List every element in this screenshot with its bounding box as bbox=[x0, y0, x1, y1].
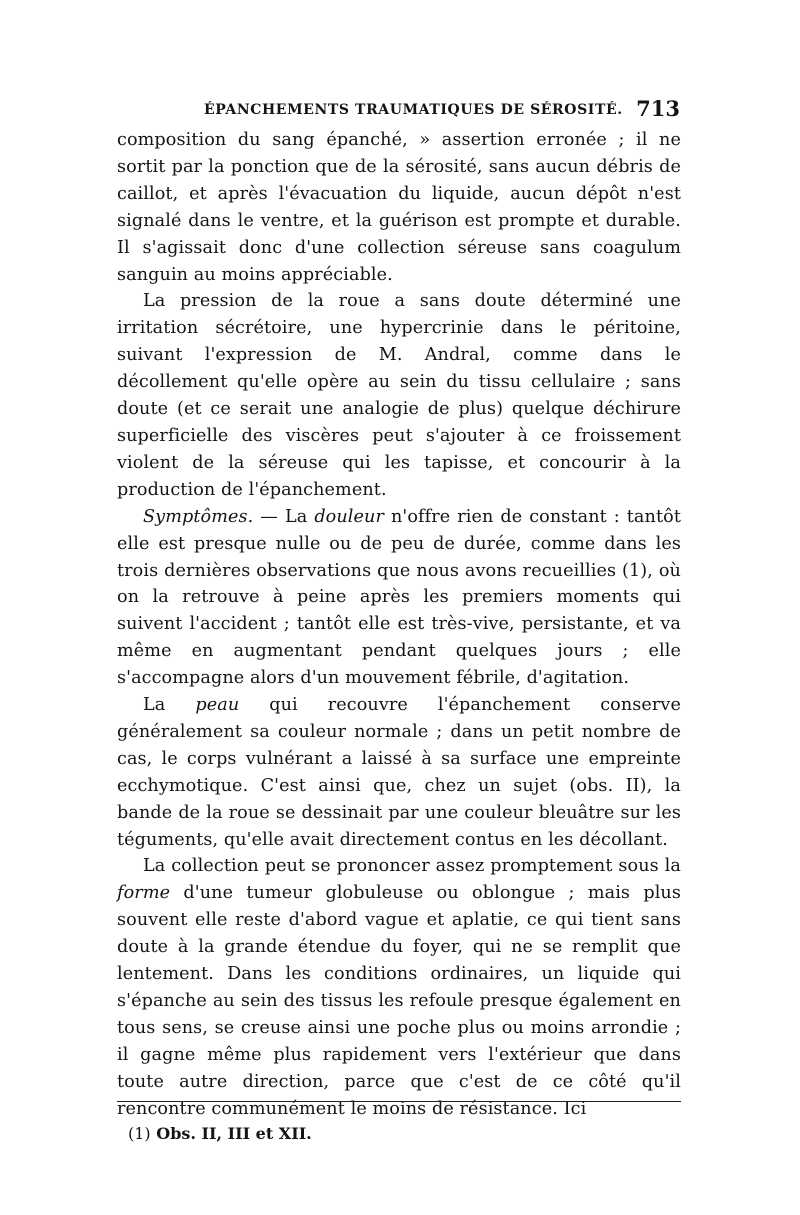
paragraph-5 bbox=[117, 853, 681, 1122]
footnote-rule bbox=[117, 1101, 681, 1102]
running-title: ÉPANCHEMENTS TRAUMATIQUES DE SÉROSITÉ. bbox=[204, 102, 623, 118]
running-head bbox=[118, 96, 680, 126]
section-heading-symptomes: Symptômes. bbox=[143, 506, 254, 527]
footnote-text: Obs. II, III et XII. bbox=[156, 1124, 312, 1143]
term-douleur: douleur bbox=[314, 506, 384, 527]
paragraph-3-text: n'offre rien de constant : tantôt elle est presque nulle ou de peu de durée, comme dans les trois dernières observations que nous avons recueillies (1), où on la retrouve à peine après les premiers moments qui suivent l'accident ; tantôt elle est très-vive, persistante, et va même en augmentant pendant quelques jours ; elle s'accompagne alors d'un mouvement fébrile, d'agitation. bbox=[117, 506, 681, 689]
paragraph-1 bbox=[117, 127, 681, 288]
paragraph-4-lead: La bbox=[143, 695, 196, 716]
term-peau: peau bbox=[195, 695, 240, 716]
paragraph-4 bbox=[117, 692, 681, 853]
paragraph-5-lead: La collection peut se prononcer assez promptement sous la bbox=[143, 856, 681, 877]
footnote-marker: (1) bbox=[128, 1124, 151, 1143]
paragraph-3-dash: — La bbox=[253, 506, 315, 527]
paragraph-4-text: qui recouvre l'épanchement conserve généralement sa couleur normale ; dans un petit nombre de cas, le corps vulnérant a laissé à sa surface une empreinte ecchymotique. C'est ainsi que, chez un sujet (obs. II), la bande de la roue se dessinait par une couleur bleuâtre sur les téguments, qu'elle avait directement contus en les décollant. bbox=[117, 695, 681, 850]
paragraph-1-text: composition du sang épanché, » assertion erronée ; il ne sortit par la ponction que de la sérosité, sans aucun débris de caillot, et après l'évacuation du liquide, aucun dépôt n'est signalé dans le ventre, et la guérison est prompte et durable. Il s'agissait donc d'une collection séreuse sans coagulum sanguin au moins appréciable. bbox=[117, 130, 681, 285]
paragraph-2 bbox=[117, 288, 681, 503]
term-forme: forme bbox=[117, 883, 171, 904]
paragraph-5-text: d'une tumeur globuleuse ou oblongue ; mais plus souvent elle reste d'abord vague et aplatie, ce qui tient sans doute à la grande étendue du foyer, qui ne se remplit que lentement. Dans les conditions ordinaires, un liquide qui s'épanche au sein des tissus les refoule presque également en tous sens, se creuse ainsi une poche plus ou moins arrondie ; il gagne même plus rapidement vers l'extérieur que dans toute autre direction, parce que c'est de ce côté qu'il rencontre communément le moins de résistance. Ici bbox=[117, 883, 681, 1119]
page-number: 713 bbox=[636, 96, 680, 121]
body-text bbox=[117, 127, 681, 1123]
paragraph-2-text: La pression de la roue a sans doute déterminé une irritation sécrétoire, une hypercrinie dans le péritoine, suivant l'expression de M. Andral, comme dans le décollement qu'elle opère au sein du tissu cellulaire ; sans doute (et ce serait une analogie de plus) quelque déchirure superficielle des viscères peut s'ajouter à ce froissement violent de la séreuse qui les tapisse, et concourir à la production de l'épanchement. bbox=[117, 291, 681, 500]
paragraph-3 bbox=[117, 504, 681, 692]
footnote bbox=[128, 1124, 312, 1143]
